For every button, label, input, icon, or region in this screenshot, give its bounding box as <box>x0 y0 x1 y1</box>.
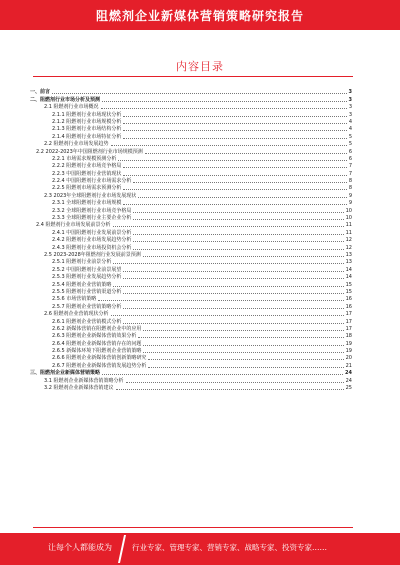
toc-leader-dots <box>118 156 346 161</box>
toc-entry-label: 2.5.5 阻燃剂行业营销渠道分析 <box>52 288 122 295</box>
toc-divider-bottom <box>33 527 353 528</box>
toc-leader-dots <box>111 311 344 316</box>
footer-expert-line: 行业专家、管理专家、营销专家、战略专家、投资专家…… <box>132 543 327 552</box>
toc-entry-page: 6 <box>348 155 352 162</box>
toc-entry[interactable] <box>30 295 352 302</box>
toc-entry-page: 19 <box>345 348 352 355</box>
toc-entry-page: 17 <box>345 325 352 332</box>
report-title: 阻燃剂企业新媒体营销策略研究报告 <box>95 9 304 23</box>
toc-entry[interactable] <box>30 288 352 295</box>
toc-entry-label: 2.2.2 阻燃剂行业市场竞争格局 <box>52 163 122 170</box>
toc-entry-page: 10 <box>345 207 352 214</box>
toc-entry-label: 2.2.1 市场需求规模预测分析 <box>52 155 117 162</box>
toc-entry[interactable] <box>30 147 352 154</box>
toc-entry[interactable] <box>30 118 352 125</box>
toc-entry-page: 5 <box>348 133 352 140</box>
toc-leader-dots <box>138 193 347 198</box>
toc-entry-label: 2.2.3 中国阻燃剂行业营销现状 <box>52 170 122 177</box>
toc-leader-dots <box>143 326 343 331</box>
toc-entry-page: 9 <box>348 192 352 199</box>
toc-leader-dots <box>52 89 347 94</box>
toc-entry-label: 2.3.1 全球阻燃剂行业市场规模 <box>52 200 122 207</box>
toc-entry-page: 14 <box>345 274 352 281</box>
toc-entry-label: 一、前言 <box>30 89 51 96</box>
toc-entry[interactable] <box>30 228 352 235</box>
toc-entry-label: 2.5.1 阻燃剂行业前景分析 <box>52 259 112 266</box>
toc-leader-dots <box>148 355 343 360</box>
toc-heading: 内容目录 <box>176 60 224 73</box>
toc-entry[interactable] <box>30 243 352 250</box>
toc-entry-label: 2.5.2 中国阻燃剂行业前景展望 <box>52 266 122 273</box>
toc-leader-dots <box>123 274 343 279</box>
toc-entry[interactable] <box>30 221 352 228</box>
toc-entry[interactable] <box>30 310 352 317</box>
toc-entry-page: 8 <box>348 178 352 185</box>
footer-slogan: 让每个人都能成为 <box>48 543 112 552</box>
toc-entry[interactable] <box>30 273 352 280</box>
toc-leader-dots <box>123 134 346 139</box>
toc-entry[interactable] <box>30 251 352 258</box>
toc-entry-page: 11 <box>345 222 352 229</box>
toc-leader-dots <box>123 119 346 124</box>
toc-entry-label: 3.2 阻燃剂企业新媒体营销建议 <box>44 385 114 392</box>
toc-entry-page: 13 <box>345 259 352 266</box>
toc-leader-dots <box>133 237 343 242</box>
toc-entry[interactable] <box>30 376 352 383</box>
toc-leader-dots <box>133 215 343 220</box>
toc-entry[interactable] <box>30 258 352 265</box>
toc-entry-page: 11 <box>345 229 352 236</box>
toc-entry[interactable] <box>30 95 352 102</box>
toc-entry-label: 2.2.5 阻燃剂市场需求预测分析 <box>52 185 122 192</box>
toc-leader-dots <box>123 267 343 272</box>
toc-entry-page: 6 <box>348 148 352 155</box>
toc-leader-dots <box>143 252 344 257</box>
toc-entry-label: 2.3 2023年全球阻燃剂行业市场发展现状 <box>44 192 137 199</box>
toc-entry-page: 9 <box>348 200 352 207</box>
toc-entry-label: 2.4.2 阻燃剂行业市场发展趋势分析 <box>52 237 132 244</box>
toc-entry-page: 15 <box>345 281 352 288</box>
footer-bar <box>0 533 400 565</box>
toc-entry-page: 16 <box>345 296 352 303</box>
toc-leader-dots <box>143 348 343 353</box>
toc-entry-label: 2.6.6 阻燃剂企业新媒体营销创新策略研究 <box>52 355 147 362</box>
toc-leader-dots <box>101 104 347 109</box>
toc-entry-page: 3 <box>348 104 352 111</box>
toc-entry-page: 17 <box>345 311 352 318</box>
toc-entry-label: 2.2 2022-2023年中国阻燃剂行业市场规模预测 <box>36 148 143 155</box>
header-bar <box>0 0 400 30</box>
toc-leader-dots <box>113 282 343 287</box>
toc-entry-page: 3 <box>348 89 352 96</box>
toc-entry-label: 2.6.3 阻燃剂企业新媒体营销效果分析 <box>52 333 137 340</box>
toc-entry-page: 25 <box>345 385 352 392</box>
toc-divider-top <box>33 76 353 77</box>
toc-entry[interactable] <box>30 347 352 354</box>
toc-leader-dots <box>145 149 347 154</box>
toc-entry[interactable] <box>30 199 352 206</box>
toc-leader-dots <box>116 385 344 390</box>
toc-entry[interactable] <box>30 325 352 332</box>
toc-entry[interactable] <box>30 155 352 162</box>
toc-entry[interactable] <box>30 302 352 309</box>
toc-entry-page: 7 <box>348 163 352 170</box>
toc-entry[interactable] <box>30 191 352 198</box>
toc-leader-dots <box>123 304 343 309</box>
toc-entry-page: 3 <box>348 111 352 118</box>
toc-entry[interactable] <box>30 132 352 139</box>
toc-entry-label: 2.6.2 新媒体营销在阻燃剂企业中的应用 <box>52 325 142 332</box>
toc-entry[interactable] <box>30 369 352 376</box>
toc-leader-dots <box>113 259 343 264</box>
toc-entry[interactable] <box>30 384 352 391</box>
toc-entry-label: 2.5.4 阻燃剂企业营销策略 <box>52 281 112 288</box>
toc-entry[interactable] <box>30 184 352 191</box>
toc-entry-page: 13 <box>345 251 352 258</box>
toc-entry[interactable] <box>30 361 352 368</box>
toc-entry[interactable] <box>30 103 352 110</box>
toc-entry-label: 2.1.1 阻燃剂行业市场现状分析 <box>52 111 122 118</box>
toc-leader-dots <box>98 296 343 301</box>
toc-entry[interactable] <box>30 317 352 324</box>
toc-entry[interactable] <box>30 169 352 176</box>
toc-entry-label: 2.6.1 阻燃剂企业营销模式分析 <box>52 318 122 325</box>
toc-entry-label: 2.6 阻燃剂企业营销现状分析 <box>44 311 109 318</box>
toc-entry-label: 2.6.7 阻燃剂企业新媒体营销发展趋势分析 <box>52 362 147 369</box>
toc-entry[interactable] <box>30 280 352 287</box>
toc-entry-label: 2.6.5 新媒体环境下阻燃剂企业营销策略 <box>52 348 142 355</box>
toc-entry-label: 2.6.4 阻燃剂企业新媒体营销存在的问题 <box>52 340 142 347</box>
toc-leader-dots <box>123 171 346 176</box>
toc-entry[interactable] <box>30 265 352 272</box>
toc-leader-dots <box>123 112 346 117</box>
toc-entry[interactable] <box>30 339 352 346</box>
toc-leader-dots <box>126 378 344 383</box>
toc-entry-page: 10 <box>345 215 352 222</box>
toc-entry-page: 12 <box>345 244 352 251</box>
toc-entry-page: 24 <box>345 370 352 377</box>
toc-leader-dots <box>113 222 344 227</box>
toc-leader-dots <box>133 230 343 235</box>
toc-entry[interactable] <box>30 354 352 361</box>
toc-leader-dots <box>111 141 347 146</box>
toc-entry-page: 14 <box>345 266 352 273</box>
toc-entry[interactable] <box>30 162 352 169</box>
toc-entry-label: 2.1.4 阻燃剂行业市场特征分析 <box>52 133 122 140</box>
toc-entry-page: 17 <box>345 318 352 325</box>
toc-entry[interactable] <box>30 88 352 95</box>
toc-leader-dots <box>143 341 343 346</box>
toc-entry-page: 15 <box>345 288 352 295</box>
table-of-contents <box>30 88 352 391</box>
toc-entry-page: 8 <box>348 185 352 192</box>
toc-entry-page: 12 <box>345 237 352 244</box>
toc-leader-dots <box>123 289 343 294</box>
toc-entry-label: 2.1.2 阻燃剂行业市场规模分析 <box>52 118 122 125</box>
toc-entry-label: 2.3.2 全球阻燃剂行业市场竞争格局 <box>52 207 132 214</box>
toc-entry-label: 2.5 2023-2028年阻燃剂行业发展前景预测 <box>44 251 141 258</box>
toc-entry-label: 2.2 阻燃剂行业市场发展趋势 <box>44 141 109 148</box>
toc-entry-page: 3 <box>348 96 352 103</box>
toc-entry[interactable] <box>30 110 352 117</box>
toc-leader-dots <box>133 208 343 213</box>
toc-entry[interactable] <box>30 177 352 184</box>
toc-leader-dots <box>102 370 343 375</box>
toc-leader-dots <box>133 178 346 183</box>
toc-leader-dots <box>123 319 343 324</box>
toc-entry-page: 21 <box>345 362 352 369</box>
toc-entry-label: 二、阻燃剂行业市场分析及预测 <box>30 96 101 103</box>
toc-entry-page: 19 <box>345 340 352 347</box>
toc-entry-label: 2.5.6 市场营销策略 <box>52 296 97 303</box>
toc-entry-page: 20 <box>345 355 352 362</box>
toc-entry[interactable] <box>30 140 352 147</box>
toc-leader-dots <box>148 363 343 368</box>
toc-entry[interactable] <box>30 214 352 221</box>
toc-entry-page: 16 <box>345 303 352 310</box>
toc-entry-label: 2.1 阻燃剂行业市场概况 <box>44 104 99 111</box>
toc-entry-page: 4 <box>348 118 352 125</box>
footer-divider-icon <box>118 535 126 563</box>
toc-entry-page: 4 <box>348 126 352 133</box>
toc-entry-label: 2.3.3 全球阻燃剂行业主要企业分析 <box>52 215 132 222</box>
toc-entry-label: 2.4 阻燃剂行业市场发展前景分析 <box>36 222 111 229</box>
toc-entry[interactable] <box>30 332 352 339</box>
toc-entry-label: 三、阻燃剂企业新媒体营销策略 <box>30 370 101 377</box>
toc-entry-page: 18 <box>345 333 352 340</box>
toc-entry-page: 7 <box>348 170 352 177</box>
toc-leader-dots <box>123 185 346 190</box>
toc-entry-label: 2.2.4 中国阻燃剂行业市场需求分析 <box>52 178 132 185</box>
toc-entry[interactable] <box>30 125 352 132</box>
toc-leader-dots <box>138 333 343 338</box>
toc-entry-label: 2.5.3 阻燃剂行业发展趋势分析 <box>52 274 122 281</box>
toc-leader-dots <box>123 163 346 168</box>
toc-entry-label: 2.1.3 阻燃剂行业市场结构分析 <box>52 126 122 133</box>
toc-entry-label: 2.4.1 中国阻燃剂行业发展前景分析 <box>52 229 132 236</box>
toc-entry-label: 2.4.3 阻燃剂行业市场投资机会分析 <box>52 244 132 251</box>
toc-leader-dots <box>133 245 343 250</box>
toc-entry-page: 5 <box>348 141 352 148</box>
toc-entry-page: 24 <box>345 377 352 384</box>
toc-entry-label: 3.1 阻燃剂企业新媒体营销策略分析 <box>44 377 124 384</box>
toc-entry-label: 2.5.7 阻燃剂企业营销策略分析 <box>52 303 122 310</box>
toc-leader-dots <box>123 200 346 205</box>
toc-leader-dots <box>123 126 346 131</box>
toc-entry[interactable] <box>30 206 352 213</box>
toc-entry[interactable] <box>30 236 352 243</box>
toc-leader-dots <box>102 97 347 102</box>
